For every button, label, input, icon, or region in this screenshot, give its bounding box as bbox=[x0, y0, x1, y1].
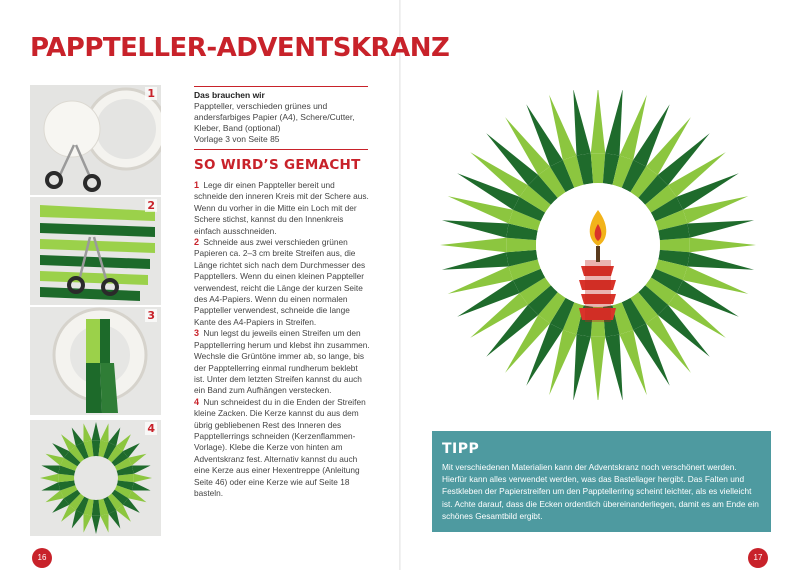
tip-box bbox=[432, 431, 771, 532]
plate-ring-wrapping-image bbox=[30, 307, 161, 415]
wreath-spike bbox=[573, 90, 590, 156]
instructions-rule bbox=[194, 149, 368, 150]
step-number: 3 bbox=[194, 328, 200, 339]
instruction-step bbox=[194, 397, 370, 500]
wreath-spike bbox=[690, 238, 756, 252]
page-gutter bbox=[399, 0, 401, 570]
wreath-spike bbox=[442, 220, 509, 237]
materials-text: Pappteller, verschieden grünes und andersfarbiges Papier (A4), Schere/Cutter, Kleber, Band (optional) bbox=[194, 101, 355, 133]
step-text: Nun legst du jeweils einen Streifen um den Papptellerring herum und klebst ihn zusammen. Wechsle die Grüntöne immer ab, so lange, bis der Papptellerring einmal rundherum beklebt ist. Unter dem letzten Streifen kannst du auch ein Band zum Aufhängen verstecken. bbox=[194, 328, 370, 396]
advent-wreath-illustration bbox=[438, 90, 758, 400]
step-photo-3 bbox=[30, 307, 161, 415]
page-number-right: 17 bbox=[748, 548, 768, 568]
step-text: Nun schneidest du in die Enden der Streifen kleine Zacken. Die Kerze kannst du aus dem übrig gebliebenen Rest des Inneren des Papptellerrings schneiden (Kerzenflammen-Vorlage). Klebe die Kerze von hinten am Adventskranz fest. Alternativ kannst du auch eine Kerze aus einer Hexentreppe (Anleitung Seite 46) oder eine Kerze wie auf Seite 18 basteln. bbox=[194, 396, 366, 498]
page-number-left: 16 bbox=[32, 548, 52, 568]
paper-plate-scissors-image bbox=[30, 85, 161, 195]
instruction-step bbox=[194, 237, 370, 328]
materials-template: Vorlage 3 von Seite 85 bbox=[194, 134, 280, 144]
materials-list bbox=[194, 101, 370, 145]
wreath-spike bbox=[591, 90, 605, 153]
wreath-spike bbox=[442, 252, 509, 269]
step-photo-2 bbox=[30, 197, 161, 305]
step-photo-number: 3 bbox=[147, 309, 155, 322]
instructions-heading: SO WIRD’S GEMACHT bbox=[194, 157, 361, 173]
step-text: Lege dir einen Pappteller bereit und schneide den inneren Kreis mit der Schere aus. Wenn du vorher in die Mitte ein Loch mit der Schere stichst, kannst du den Innenkreis einfach ausschneiden. bbox=[194, 180, 369, 236]
wreath-spike bbox=[605, 334, 622, 400]
wreath-spike bbox=[573, 334, 590, 400]
wreath-spike bbox=[687, 220, 754, 237]
instructions-steps bbox=[194, 180, 370, 499]
step-photo-number: 1 bbox=[147, 87, 155, 100]
step-number: 2 bbox=[194, 237, 200, 248]
wreath-band bbox=[591, 153, 605, 183]
step-number: 4 bbox=[194, 396, 200, 407]
step-photo-number: 4 bbox=[147, 422, 155, 435]
wreath-spike bbox=[687, 252, 754, 269]
instruction-step bbox=[194, 328, 370, 396]
page-title: PAPPTELLER-ADVENTSKRANZ bbox=[30, 33, 450, 63]
step-photo-number: 2 bbox=[147, 199, 155, 212]
step-photo-4 bbox=[30, 420, 161, 536]
materials-heading: Das brauchen wir bbox=[194, 90, 265, 100]
paper-strips-image bbox=[30, 197, 161, 305]
wreath-spike bbox=[440, 238, 506, 252]
tip-text: Mit verschiedenen Materialien kann der Adventskranz noch verschönert werden. Hierfür kann alles verwendet werden, was das Bastellager hergibt. Das Falten und Festkleben der Papierstreifen um den Papptellerring scheint leichter, als es vielleicht ist. Achte darauf, dass die Ecken ordentlich übereinanderliegen, damit es am Ende ein schönes Gesamtbild ergibt. bbox=[442, 462, 759, 521]
wreath-band bbox=[506, 238, 536, 252]
tip-heading: TIPP bbox=[442, 441, 480, 457]
materials-rule bbox=[194, 86, 368, 87]
instruction-step bbox=[194, 180, 370, 237]
finished-ring-image bbox=[30, 420, 161, 536]
step-text: Schneide aus zwei verschieden grünen Papieren ca. 2–3 cm breite Streifen aus, die Länge richtet sich nach dem Durchmesser des Papptellers. Wenn du einen kleinen Pappteller verwendest, reicht die Länge der kurzen Seite des A4-Papiers. Wenn du einen normalen Pappteller verwendest, schneide die lange Kante des A4-Papiers in Streifen. bbox=[194, 237, 366, 327]
wreath-band bbox=[660, 238, 690, 252]
step-photo-1 bbox=[30, 85, 161, 195]
wreath-spike bbox=[591, 337, 605, 400]
step-number: 1 bbox=[194, 180, 200, 190]
wreath-spike bbox=[605, 90, 622, 156]
